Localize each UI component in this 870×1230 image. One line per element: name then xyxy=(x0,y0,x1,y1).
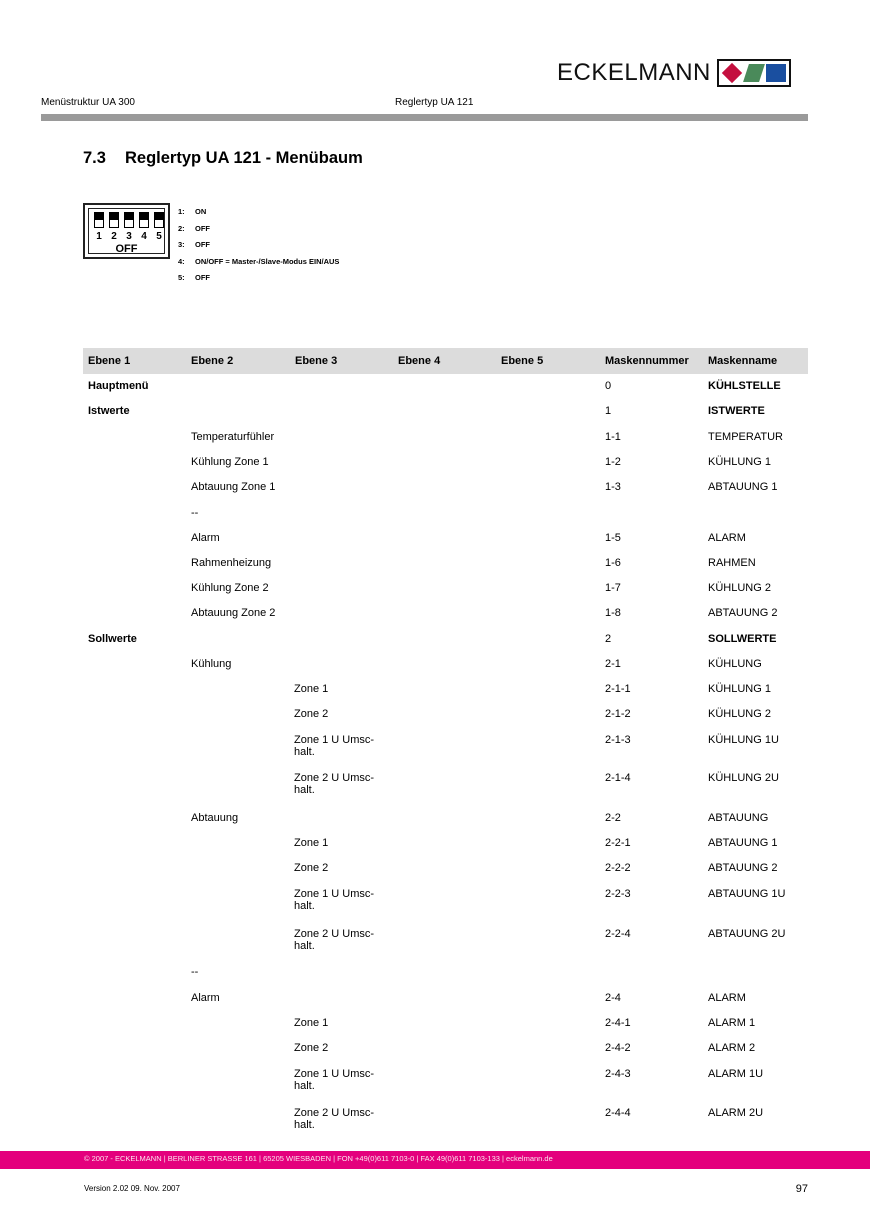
row-label-continued: halt. xyxy=(294,746,315,758)
mask-name: KÜHLUNG 1U xyxy=(708,734,779,746)
row-label: Abtauung Zone 1 xyxy=(191,481,276,493)
mask-name: ABTAUUNG 1 xyxy=(708,837,778,849)
column-header: Ebene 1 xyxy=(88,355,131,367)
mask-name: TEMPERATUR xyxy=(708,431,783,443)
mask-number: 1-7 xyxy=(605,582,621,594)
mask-name: KÜHLUNG 1 xyxy=(708,456,771,468)
row-label-continued: halt. xyxy=(294,1119,315,1131)
mask-name: ALARM 1U xyxy=(708,1068,764,1080)
row-label: Hauptmenü xyxy=(88,380,149,392)
mask-number: 2-2-4 xyxy=(605,928,631,940)
row-label-continued: halt. xyxy=(294,1080,315,1092)
header-left: Menüstruktur UA 300 xyxy=(41,97,135,108)
row-label: Zone 2 U Umsc- xyxy=(294,1107,375,1119)
footer-bar xyxy=(0,1151,870,1169)
mask-name: KÜHLUNG 1 xyxy=(708,683,771,695)
section-title xyxy=(83,149,363,168)
mask-name: ABTAUUNG 1 xyxy=(708,481,778,493)
mask-number: 2-2-1 xyxy=(605,837,631,849)
dip-number: 4 xyxy=(141,231,147,242)
row-label-continued: halt. xyxy=(294,940,315,952)
dip-number: 5 xyxy=(156,231,162,242)
row-label-continued: halt. xyxy=(294,784,315,796)
dip-setting: 1: ON xyxy=(178,207,207,216)
row-label: -- xyxy=(191,507,199,519)
mask-number: 2-4-1 xyxy=(605,1017,631,1029)
row-label: Zone 1 xyxy=(294,837,329,849)
mask-number: 0 xyxy=(605,380,612,392)
mask-number: 2-2-2 xyxy=(605,862,631,874)
row-label: Zone 1 xyxy=(294,683,329,695)
mask-name: ISTWERTE xyxy=(708,405,765,417)
row-label: Temperaturfühler xyxy=(191,431,275,443)
dip-number: 1 xyxy=(96,231,102,242)
mask-number: 1-8 xyxy=(605,607,621,619)
row-label: Zone 1 xyxy=(294,1017,329,1029)
mask-number: 1-1 xyxy=(605,431,621,443)
column-header: Ebene 2 xyxy=(191,355,234,367)
mask-name: ALARM 2U xyxy=(708,1107,764,1119)
row-label: Zone 2 xyxy=(294,862,329,874)
mask-name: KÜHLUNG 2U xyxy=(708,772,779,784)
eckelmann-logo xyxy=(557,57,791,89)
dip-number: 2 xyxy=(111,231,117,242)
dip-setting: 4: ON/OFF = Master-/Slave-Modus EIN/AUS xyxy=(178,256,340,266)
page-number: 97 xyxy=(795,1183,808,1195)
mask-number: 2-4-2 xyxy=(605,1042,631,1054)
column-header: Maskenname xyxy=(708,355,778,367)
row-label: Alarm xyxy=(191,532,220,544)
column-header: Maskennummer xyxy=(605,355,689,367)
mask-number: 2-2-3 xyxy=(605,888,631,900)
mask-number: 2 xyxy=(605,633,612,645)
row-label: Zone 1 U Umsc- xyxy=(294,1068,375,1080)
dip-off-label: OFF xyxy=(115,243,138,255)
mask-name: KÜHLUNG 2 xyxy=(708,582,771,594)
mask-number: 2-2 xyxy=(605,812,621,824)
column-header: Ebene 4 xyxy=(398,355,441,367)
mask-number: 2-1-2 xyxy=(605,708,631,720)
mask-number: 2-1-1 xyxy=(605,683,631,695)
row-label: Istwerte xyxy=(88,405,130,417)
dip-settings-list xyxy=(178,207,339,290)
mask-number: 2-4 xyxy=(605,992,621,1004)
mask-number: 2-1 xyxy=(605,658,621,670)
version-info: Version 2.02 09. Nov. 2007 xyxy=(84,1184,180,1193)
dip-switch-diagram xyxy=(83,203,170,259)
row-label: Zone 2 xyxy=(294,708,329,720)
mask-name: SOLLWERTE xyxy=(708,633,777,645)
column-header: Ebene 5 xyxy=(501,355,544,367)
row-label: Alarm xyxy=(191,992,220,1004)
row-label: Sollwerte xyxy=(88,633,137,645)
table-header xyxy=(83,348,808,374)
mask-name: ALARM 1 xyxy=(708,1017,756,1029)
column-header: Ebene 3 xyxy=(295,355,338,367)
mask-name: ABTAUUNG 2U xyxy=(708,928,786,940)
mask-name: KÜHLSTELLE xyxy=(708,380,781,392)
dip-setting: 3: OFF xyxy=(178,240,210,249)
section-title-text: Reglertyp UA 121 - Menübaum xyxy=(125,149,363,167)
mask-number: 2-1-3 xyxy=(605,734,631,746)
row-label: Zone 2 xyxy=(294,1042,329,1054)
mask-name: ABTAUUNG 1U xyxy=(708,888,786,900)
mask-name: ALARM 2 xyxy=(708,1042,756,1054)
row-label: -- xyxy=(191,966,199,978)
mask-name: ABTAUUNG xyxy=(708,812,769,824)
row-label: Zone 1 U Umsc- xyxy=(294,734,375,746)
header-center: Reglertyp UA 121 xyxy=(395,97,474,108)
mask-name: KÜHLUNG 2 xyxy=(708,708,771,720)
dip-setting: 5: OFF xyxy=(178,273,210,282)
row-label: Zone 1 U Umsc- xyxy=(294,888,375,900)
mask-name: KÜHLUNG xyxy=(708,658,762,670)
dip-number: 3 xyxy=(126,231,132,242)
footer-contact: © 2007 - ECKELMANN | BERLINER STRASSE 161 | 65205 WIESBADEN | FON +49(0)611 7103-0 | FAX 49(0)611 7103-133 | eckelmann.de xyxy=(84,1154,553,1163)
mask-number: 2-1-4 xyxy=(605,772,631,784)
mask-name: ALARM xyxy=(708,992,746,1004)
header-divider xyxy=(41,114,808,121)
row-label-continued: halt. xyxy=(294,900,315,912)
mask-name: ABTAUUNG 2 xyxy=(708,607,778,619)
mask-name: ALARM xyxy=(708,532,746,544)
mask-name: ABTAUUNG 2 xyxy=(708,862,778,874)
mask-number: 1-3 xyxy=(605,481,621,493)
row-label: Kühlung Zone 2 xyxy=(191,582,269,594)
row-label: Abtauung Zone 2 xyxy=(191,607,276,619)
mask-number: 2-4-4 xyxy=(605,1107,631,1119)
logo-text: ECKELMANN xyxy=(557,59,711,86)
mask-number: 1-5 xyxy=(605,532,621,544)
section-number: 7.3 xyxy=(83,149,106,167)
mask-number: 2-4-3 xyxy=(605,1068,631,1080)
dip-setting: 2: OFF xyxy=(178,223,210,233)
mask-number: 1-2 xyxy=(605,456,621,468)
mask-number: 1 xyxy=(605,405,612,417)
row-label: Zone 2 U Umsc- xyxy=(294,772,375,784)
row-label: Abtauung xyxy=(191,812,239,824)
mask-number: 1-6 xyxy=(605,557,621,569)
row-label: Rahmenheizung xyxy=(191,557,272,569)
row-label: Kühlung Zone 1 xyxy=(191,456,269,468)
row-label: Kühlung xyxy=(191,658,232,670)
logo-mark-icon xyxy=(717,59,791,87)
mask-name: RAHMEN xyxy=(708,557,756,569)
row-label: Zone 2 U Umsc- xyxy=(294,928,375,940)
